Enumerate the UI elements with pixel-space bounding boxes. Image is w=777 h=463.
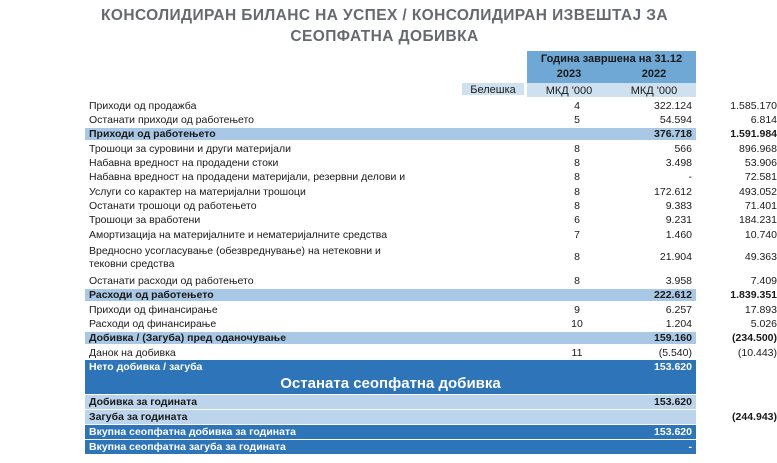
row-profit-for-year	[85, 395, 696, 409]
row-label: Амортизација на материјалните и нематеријалните средства	[89, 229, 388, 241]
row-value-2023: 153.620	[654, 426, 692, 438]
row-label: Набавна вредност на продадени материјали, резервни делови и	[89, 171, 406, 183]
row-value-2022: 71.401	[744, 200, 777, 212]
header-currency-2022: МКД '000	[630, 85, 678, 97]
row-value-2023: 9.383	[665, 200, 692, 212]
row-label: Добивка за годината	[89, 396, 198, 408]
row-value-2022: 493.052	[739, 186, 777, 198]
row-value-2023: 3.498	[665, 157, 692, 169]
row-label-continued: тековни средства	[89, 258, 175, 270]
row-value-2022: 10.740	[744, 229, 777, 241]
row-value-2023: 1.204	[665, 318, 692, 330]
row-value-2022: 896.968	[739, 143, 777, 155]
row-value-2023: 9.231	[665, 214, 692, 226]
row-value-2022: 17.893	[744, 304, 777, 316]
row-value-2022: 5.026	[750, 318, 777, 330]
row-value-2022: 49.363	[744, 251, 777, 263]
row-note: 11	[571, 347, 583, 359]
row-value-2022: 1.585.170	[730, 100, 777, 112]
row-value-2023: 566	[674, 143, 692, 155]
row-value-2022: (234.500)	[732, 332, 777, 344]
row-value-2022: 53.906	[744, 157, 777, 169]
row-value-2023: -	[688, 171, 692, 183]
row-total-comprehensive-loss	[85, 440, 777, 454]
header-note-column: Белешка	[470, 84, 516, 96]
section-title-oci: Останата сеопфатна добивка	[280, 375, 501, 392]
row-value-2023: 376.718	[654, 128, 692, 140]
row-value-2023: 222.612	[654, 289, 692, 301]
row-value-2022: 6.814	[750, 114, 777, 126]
row-value-2022: 184.231	[739, 214, 777, 226]
row-note: 7	[574, 229, 580, 241]
row-label: Вкупна сеопфатна добивка за годината	[89, 426, 296, 438]
report-title-line1: КОНСОЛИДИРАН БИЛАНС НА УСПЕХ / КОНСОЛИДИРАН ИЗВЕШТАЈ ЗА	[101, 7, 668, 24]
header-year-2023: 2023	[556, 68, 582, 80]
row-label: Останати расходи од работењето	[89, 275, 254, 287]
row-profit-before-tax	[85, 332, 777, 344]
row-value-2023: 54.594	[659, 114, 692, 126]
row-note: 6	[574, 214, 580, 226]
row-label: Набавна вредност на продадени стоки	[89, 157, 279, 169]
header-currency-2023: МКД '000	[545, 85, 593, 97]
row-impairment	[85, 245, 777, 271]
row-label: Останати трошоци од работењето	[89, 200, 257, 212]
row-label: Данок на добивка	[89, 347, 176, 359]
row-value-2023: 153.620	[654, 361, 692, 373]
row-operating-income-total	[85, 128, 777, 140]
row-label: Услуги со карактер на материјални трошоци	[89, 186, 306, 198]
row-value-2023: (5.540)	[658, 347, 692, 359]
row-note: 8	[574, 157, 580, 169]
row-label: Трошоци за вработени	[89, 214, 201, 226]
row-value-2022: 1.591.984	[730, 128, 777, 140]
row-value-2022: -	[773, 426, 777, 438]
row-total-comprehensive-income	[85, 425, 777, 439]
row-label: Приходи од финансирање	[89, 304, 218, 316]
row-value-2022: 72.581	[744, 171, 777, 183]
row-label: Расходи од работењето	[89, 289, 214, 301]
row-note: 8	[574, 186, 580, 198]
row-note: 8	[574, 143, 580, 155]
row-value-2022: (244.943)	[732, 361, 777, 373]
row-note: 10	[571, 318, 583, 330]
row-label: Загуба за годината	[89, 411, 188, 423]
report-title-line2: СЕОПФАТНА ДОБИВКА	[290, 28, 479, 45]
row-label: Расходи од финансирање	[89, 318, 217, 330]
row-value-2023: 322.124	[654, 100, 692, 112]
row-label: Трошоци за суровини и други материјали	[89, 143, 291, 155]
row-value-2022: (244.943)	[732, 411, 777, 423]
row-note: 8	[574, 171, 580, 183]
row-label: Приходи од продажба	[89, 100, 197, 112]
row-value-2022: 1.839.351	[730, 289, 777, 301]
row-loss-for-year	[85, 410, 777, 424]
row-value-2023: 172.612	[654, 186, 692, 198]
header-period: Година завршена на 31.12	[540, 53, 683, 65]
row-value-2022: (10.443)	[737, 347, 777, 359]
row-value-2022: 7.409	[750, 275, 777, 287]
row-label: Вредносно усогласување (обезвреднување) на нетековни и	[89, 245, 381, 257]
row-note: 9	[574, 304, 580, 316]
row-label: Нето добивка / загуба	[89, 361, 203, 373]
row-value-2023: 6.257	[665, 304, 692, 316]
row-operating-expenses-total	[85, 289, 777, 301]
row-value-2023: 1.460	[665, 229, 692, 241]
row-note: 5	[574, 114, 580, 126]
row-note: 8	[574, 275, 580, 287]
row-note: 8	[574, 200, 580, 212]
row-value-2023: 153.620	[654, 396, 692, 408]
row-value-2023: 159.160	[654, 332, 692, 344]
row-net-profit	[85, 360, 777, 374]
header-year-2022: 2022	[641, 68, 667, 80]
row-note: 8	[574, 251, 580, 263]
row-value-2022: (244.943)	[732, 441, 777, 453]
row-value-2023: -	[688, 441, 692, 453]
row-value-2023: 21.904	[659, 251, 692, 263]
row-label: Приходи од работењето	[89, 128, 216, 140]
row-label: Останати приходи од работењето	[89, 114, 255, 126]
row-label: Добивка / (Загуба) пред оданочување	[89, 332, 287, 344]
row-value-2023: 3.958	[665, 275, 692, 287]
row-note: 4	[574, 100, 580, 112]
row-label: Вкупна сеопфатна загуба за годината	[89, 441, 286, 453]
